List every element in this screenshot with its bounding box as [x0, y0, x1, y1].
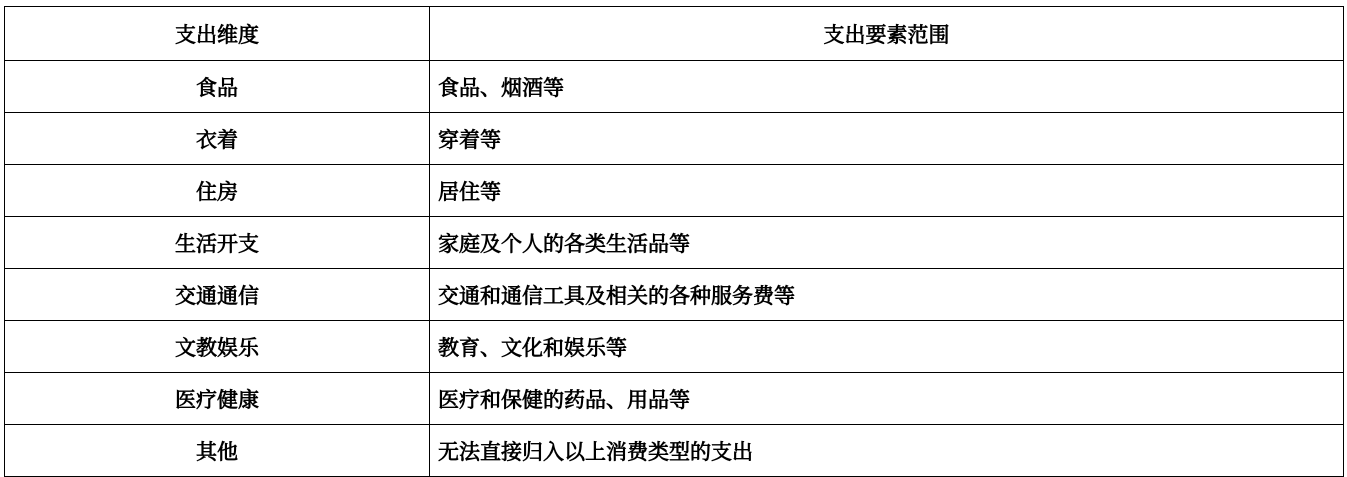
cell-scope: 居住等 [430, 165, 1344, 217]
table-row [5, 165, 1344, 217]
table-row [5, 269, 1344, 321]
table-row [5, 321, 1344, 373]
cell-scope: 教育、文化和娱乐等 [430, 321, 1344, 373]
cell-scope: 医疗和保健的药品、用品等 [430, 373, 1344, 425]
table-row [5, 425, 1344, 477]
cell-dimension: 文教娱乐 [5, 321, 430, 373]
cell-dimension: 生活开支 [5, 217, 430, 269]
cell-dimension: 其他 [5, 425, 430, 477]
column-header-scope: 支出要素范围 [430, 7, 1344, 61]
column-header-dimension: 支出维度 [5, 7, 430, 61]
table-row [5, 113, 1344, 165]
cell-scope: 无法直接归入以上消费类型的支出 [430, 425, 1344, 477]
cell-scope: 穿着等 [430, 113, 1344, 165]
table-header [5, 7, 1344, 61]
table-row [5, 373, 1344, 425]
cell-dimension: 交通通信 [5, 269, 430, 321]
cell-scope: 交通和通信工具及相关的各种服务费等 [430, 269, 1344, 321]
cell-dimension: 衣着 [5, 113, 430, 165]
table-header-row [5, 7, 1344, 61]
table-body [5, 61, 1344, 477]
expense-dimension-table [4, 6, 1344, 477]
cell-dimension: 医疗健康 [5, 373, 430, 425]
cell-dimension: 食品 [5, 61, 430, 113]
cell-scope: 食品、烟酒等 [430, 61, 1344, 113]
cell-scope: 家庭及个人的各类生活品等 [430, 217, 1344, 269]
table-row [5, 217, 1344, 269]
cell-dimension: 住房 [5, 165, 430, 217]
table-row [5, 61, 1344, 113]
